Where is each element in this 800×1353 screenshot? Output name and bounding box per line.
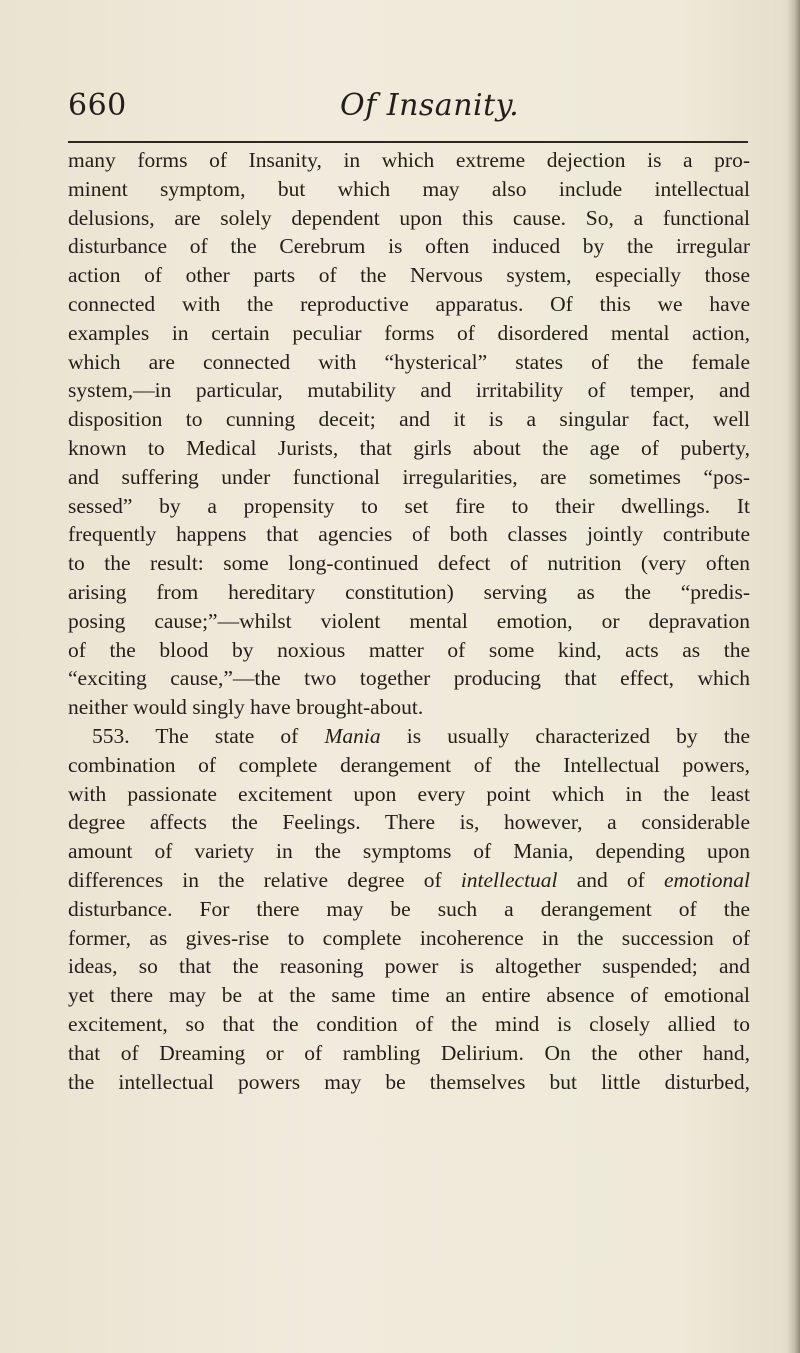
text-line: posing cause;”—whilst violent mental emotion, or depravation [68,608,750,633]
text-line: system,—in particular, mutability and irritability of temper, and [68,378,750,403]
paragraph-553-line: ideas, so that the reasoning power is altogether suspended; and [68,954,750,979]
paragraph-553-line: degree affects the Feelings. There is, however, a considerable [68,810,750,835]
paragraph-553-line [68,866,750,895]
text-span: differences in the relative degree of [68,867,461,892]
text-line: connected with the reproductive apparatus. Of this we have [68,291,750,316]
text-line: of the blood by noxious matter of some kind, acts as the [68,637,750,662]
paragraph-553-line: former, as gives-rise to complete incoherence in the succession of [68,925,750,950]
text-line: sessed” by a propensity to set fire to their dwellings. It [68,493,750,518]
paragraph-553-line: with passionate excitement upon every point which in the least [68,781,750,806]
text-span: and of [557,867,665,892]
running-header [68,88,768,132]
italic-term-emotional: emotional [664,867,751,892]
text-line: delusions, are solely dependent upon this cause. So, a functional [68,205,750,230]
text-line: frequently happens that agencies of both classes jointly contribute [68,522,750,547]
text-line-paragraph-end: neither would singly have brought-about. [68,695,424,720]
text-span: 553. The state of [92,723,325,748]
running-title: Of Insanity. [340,88,520,123]
text-line: examples in certain peculiar forms of disordered mental action, [68,320,750,345]
text-line: many forms of Insanity, in which extreme dejection is a pro- [68,148,750,172]
italic-term-intellectual: intellectual [460,867,558,892]
paragraph-553-line: combination of complete derangement of the Intellectual powers, [68,752,750,777]
text-line: disturbance of the Cerebrum is often induced by the irregular [68,234,750,259]
paragraph-553-line [68,722,750,751]
text-line: known to Medical Jurists, that girls about the age of puberty, [68,435,750,460]
paragraph-553-line: that of Dreaming or of rambling Delirium. On the other hand, [68,1040,750,1065]
text-line: minent symptom, but which may also include intellectual [68,176,750,201]
italic-term-mania: Mania [324,723,381,748]
page-edge-shadow [786,0,800,1353]
paragraph-553-line: amount of variety in the symptoms of Mania, depending upon [68,839,750,864]
paragraph-553-line: the intellectual powers may be themselves but little disturbed, [68,1069,750,1094]
paragraph-553-line: yet there may be at the same time an entire absence of emotional [68,983,750,1008]
body-text [68,146,750,1096]
text-line: arising from hereditary constitution) serving as the “predis- [68,579,750,604]
text-span: is usually characterized by the [380,723,750,748]
text-line: and suffering under functional irregularities, are sometimes “pos- [68,464,750,489]
text-line: “exciting cause,”—the two together producing that effect, which [68,666,750,691]
text-line: action of other parts of the Nervous system, especially those [68,263,750,288]
text-line: which are connected with “hysterical” states of the female [68,349,750,374]
text-line: disposition to cunning deceit; and it is a singular fact, well [68,407,750,432]
paragraph-553-line: disturbance. For there may be such a derangement of the [68,896,750,921]
page-number: 660 [68,88,127,123]
paragraph-553-line: excitement, so that the condition of the mind is closely allied to [68,1011,750,1036]
text-line: to the result: some long-continued defect of nutrition (very often [68,551,750,576]
header-rule [68,141,748,143]
